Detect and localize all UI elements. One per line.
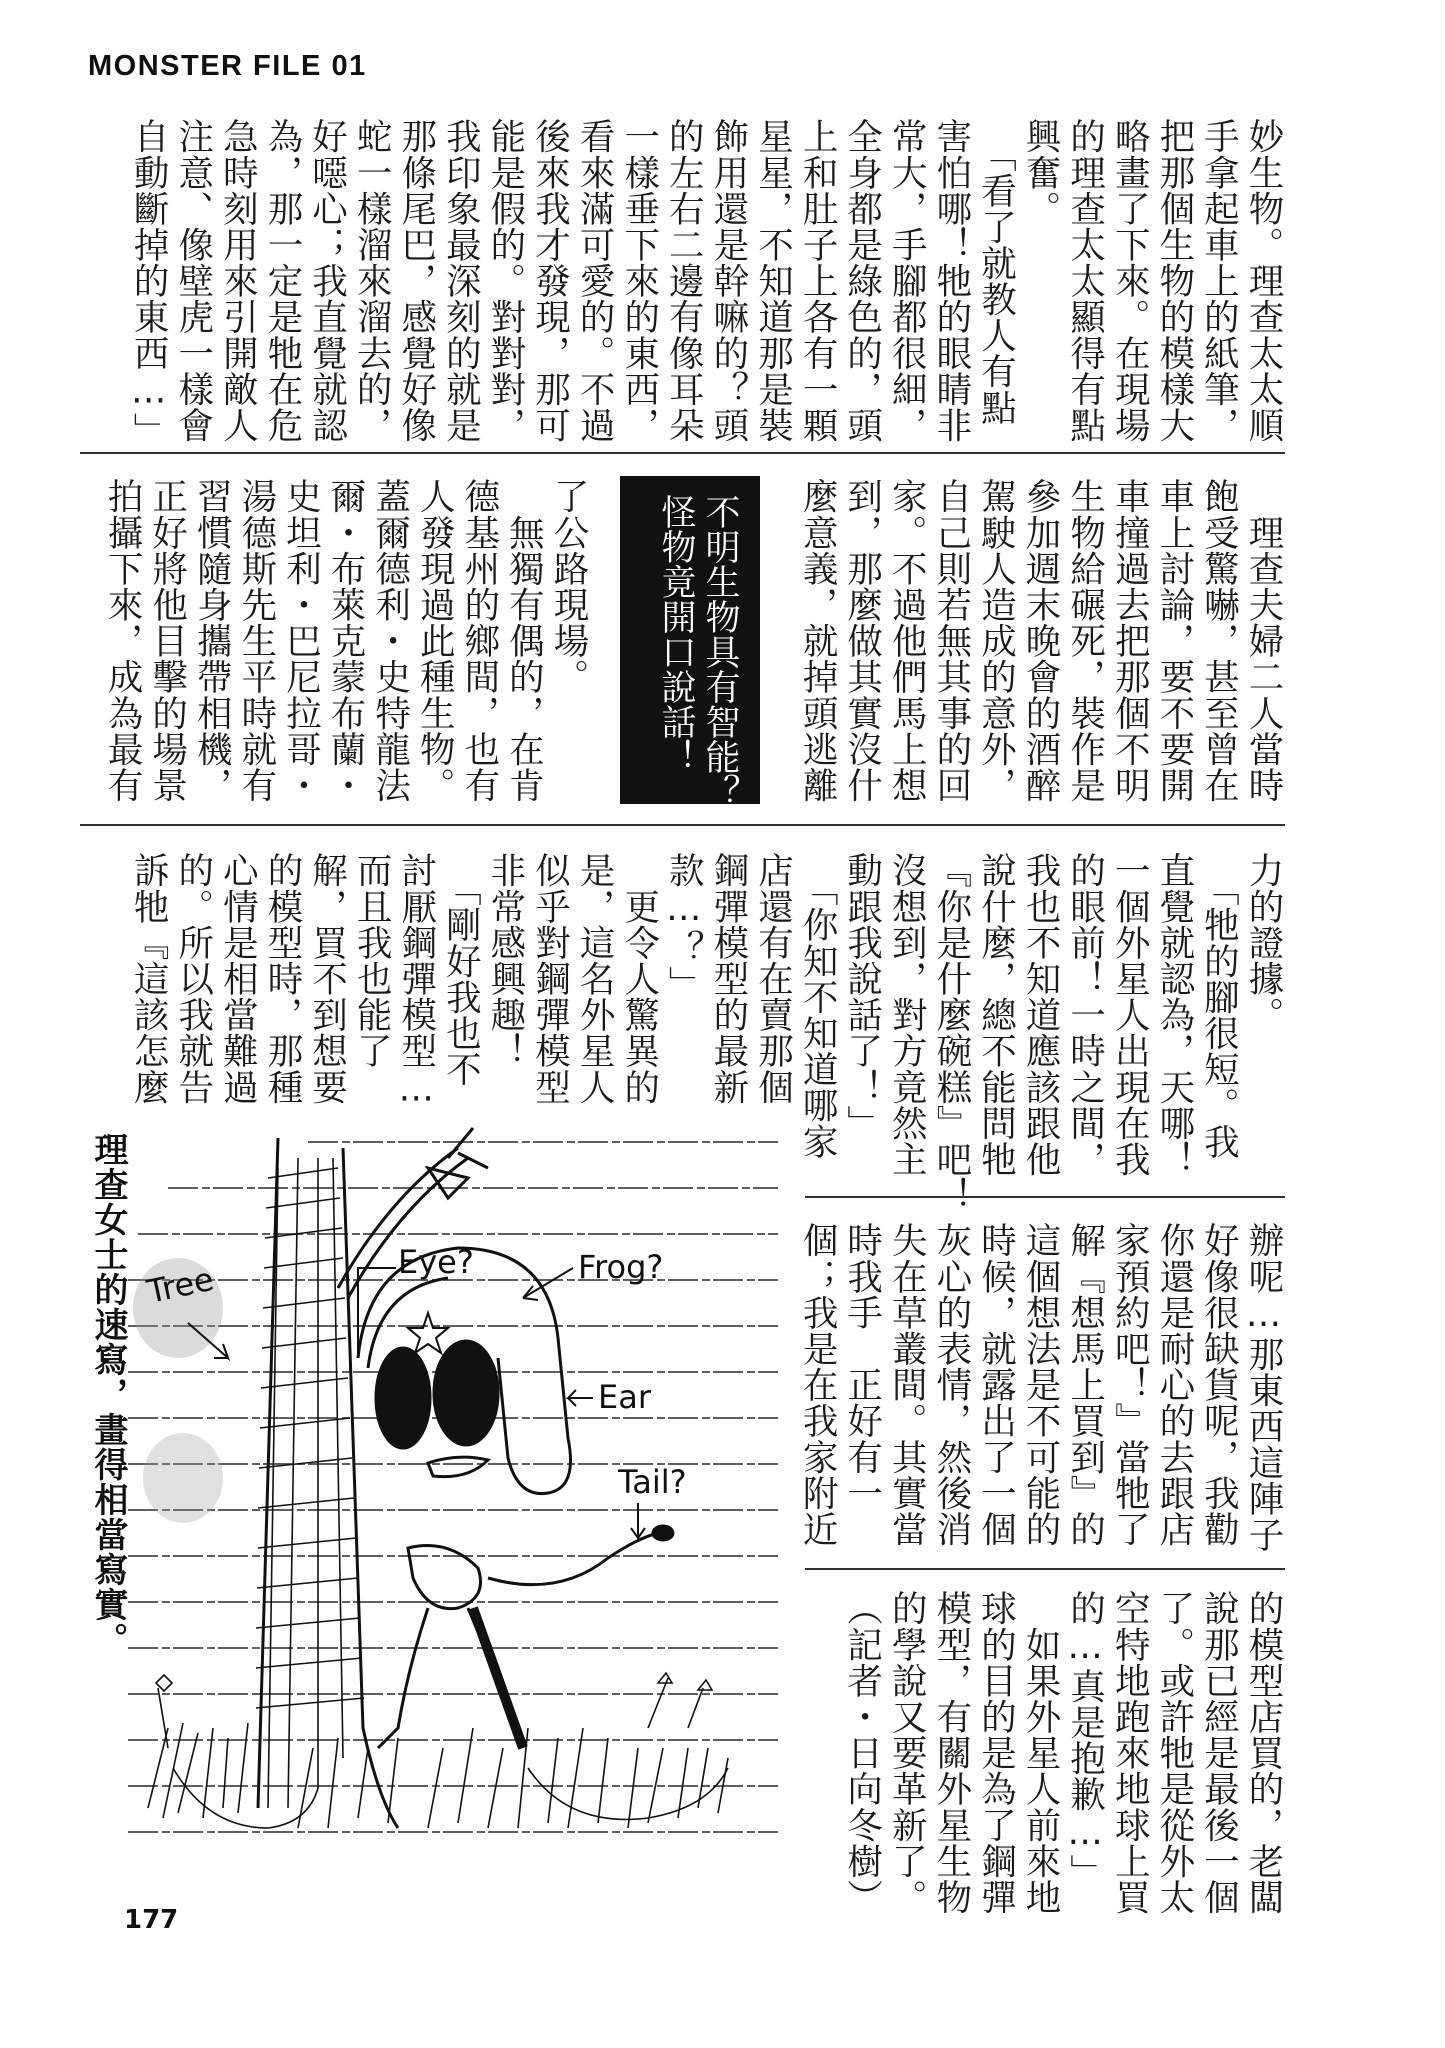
text-column: 「牠的腳很短。我 xyxy=(1198,852,1240,1160)
text-column: 「你知不知道哪家 xyxy=(797,852,839,1160)
text-column: 把那個生物的模樣大 xyxy=(1153,118,1195,443)
text-column: 的。所以我就告 xyxy=(172,852,214,1105)
text-column: 德基州的鄉間，也有 xyxy=(458,478,500,803)
text-column: 我印象最深刻的就是 xyxy=(440,118,482,443)
creature-sketch-illustration xyxy=(128,1108,788,1988)
text-column: 看來滿可愛的。不過 xyxy=(574,118,616,443)
text-column: 一個外星人出現在我 xyxy=(1109,852,1151,1177)
text-column: 這個想法是不可能的 xyxy=(1020,1222,1062,1547)
text-column: 我也不知道應該跟他 xyxy=(1020,852,1062,1177)
text-column: 理查夫婦二人當時 xyxy=(1243,478,1284,803)
section-divider-2 xyxy=(80,824,1285,826)
text-column: 的眼前！一時之間， xyxy=(1064,852,1106,1177)
text-column: 蓋爾德利・史特龍法 xyxy=(369,478,411,803)
text-column: 心情是相當難過 xyxy=(217,852,259,1105)
text-column: 說什麼，總不能問牠 xyxy=(975,852,1017,1177)
text-column: 爾・布萊克蒙布蘭・ xyxy=(325,478,367,803)
text-column: 麼意義，就掉頭逃離 xyxy=(797,478,839,803)
text-column: 能是假的。對對對， xyxy=(484,118,526,443)
text-column: 蛇一樣溜來溜去的， xyxy=(351,118,393,443)
text-column: 的理查太太顯得有點 xyxy=(1064,118,1106,443)
text-column: 時我手 正好有一 xyxy=(841,1222,883,1511)
text-column: 如果外星人前來地 xyxy=(1020,1590,1062,1915)
text-column: 家預約吧！』當牠了 xyxy=(1109,1222,1151,1547)
label-frog: Frog? xyxy=(578,1248,664,1286)
text-column: 車撞過去把那個不明 xyxy=(1109,478,1151,803)
text-column: 款…？」 xyxy=(663,852,705,1002)
section3-text-bottom xyxy=(839,1590,1285,1920)
text-column: 全身都是綠色的，頭 xyxy=(841,118,883,443)
text-column: 上和肚子上各有一顆 xyxy=(797,118,839,443)
text-column: 手拿起車上的紙筆， xyxy=(1198,118,1240,443)
text-column: 說那已經是最後一個 xyxy=(1198,1590,1240,1915)
text-column: 解『想馬上買到』的 xyxy=(1064,1222,1106,1547)
text-column: 後來我才發現，那可 xyxy=(529,118,571,443)
text-column: 參加週末晚會的酒醉 xyxy=(1020,478,1062,803)
text-column: 球的目的是為了鋼彈 xyxy=(975,1590,1017,1915)
text-column: 討厭鋼彈模型… xyxy=(395,852,437,1111)
text-column: 你還是耐心的去跟店 xyxy=(1153,1222,1195,1547)
label-tail: Tail? xyxy=(618,1463,687,1501)
text-column: 「剛好我也不 xyxy=(440,852,482,1087)
text-column: 略畫了下來。在現場 xyxy=(1109,118,1151,443)
text-column: 常大，手腳都很細， xyxy=(886,118,928,443)
text-column: （記者・日向冬樹） xyxy=(841,1590,883,1915)
text-column: 飾用還是幹嘛的？頭 xyxy=(707,118,749,443)
section1-text xyxy=(126,118,1285,448)
text-column: 非常感興趣！ xyxy=(484,852,526,1069)
text-column: 的左右二邊有像耳朵 xyxy=(663,118,705,443)
text-column: 生物給碾死，裝作是 xyxy=(1064,478,1106,803)
text-column: 為，那一定是牠在危 xyxy=(261,118,303,443)
arrow-icon xyxy=(568,1390,593,1406)
text-column: 家。不過他們馬上想 xyxy=(886,478,928,803)
label-ear: Ear xyxy=(598,1378,651,1416)
text-column: 注意、像壁虎一樣會 xyxy=(172,118,214,443)
text-column: 「看了就教人有點 xyxy=(975,118,1017,426)
section-divider-4 xyxy=(805,1568,1285,1570)
text-column: 自動斷掉的東西…」 xyxy=(128,118,170,449)
text-column: 一樣垂下來的東西， xyxy=(618,118,660,443)
text-column: 店還有在賣那個 xyxy=(752,852,794,1105)
section-divider-3 xyxy=(805,1196,1285,1198)
text-column: 灰心的表情，然後消 xyxy=(930,1222,972,1547)
text-column: 無獨有偶的，在肯 xyxy=(503,478,545,803)
text-column: 駕駛人造成的意外， xyxy=(975,478,1017,803)
text-column: 妙生物。理查太太順 xyxy=(1243,118,1284,443)
text-column: 時候，就露出了一個 xyxy=(975,1222,1017,1547)
text-column: 更令人驚異的 xyxy=(618,852,660,1105)
text-column: 的模型時，那種 xyxy=(261,852,303,1105)
text-column: 了公路現場。 xyxy=(548,478,589,695)
text-column: 怪物竟開口說話！ xyxy=(656,494,696,774)
pull-quote-text xyxy=(654,494,742,809)
arrow-icon xyxy=(358,1268,396,1358)
text-column: 而且我也能了 xyxy=(351,852,393,1069)
text-column: 飽受驚嚇，甚至曾在 xyxy=(1198,478,1240,803)
text-column: 力的證據。 xyxy=(1243,852,1284,1033)
text-column: 似乎對鋼彈模型 xyxy=(529,852,571,1105)
section3-text-middle xyxy=(794,1222,1285,1552)
text-column: 急時刻用來引開敵人 xyxy=(217,118,259,443)
arrow-icon xyxy=(631,1503,645,1538)
section2-text-left xyxy=(99,478,590,808)
text-column: 空特地跑來地球上買 xyxy=(1109,1590,1151,1915)
text-column: 拍攝下來，成為最有 xyxy=(102,478,144,803)
text-column: 失在草叢間。其實當 xyxy=(886,1222,928,1547)
text-column: 星星，不知道那是裝 xyxy=(752,118,794,443)
text-column: 那條尾巴，感覺好像 xyxy=(395,118,437,443)
text-column: 史坦利・巴尼拉哥・ xyxy=(280,478,322,803)
text-column: 害怕哪！牠的眼睛非 xyxy=(930,118,972,443)
text-column: 正好將他目擊的場景 xyxy=(146,478,188,803)
text-column: 解，買不到想要 xyxy=(306,852,348,1105)
text-column: 的模型店買的，老闆 xyxy=(1243,1590,1284,1915)
text-column: 訴牠『這該怎麼 xyxy=(128,852,170,1105)
section2-text-right xyxy=(794,478,1285,808)
text-column: 了。或許牠是從外太 xyxy=(1153,1590,1195,1915)
text-column: 動跟我說話了！」 xyxy=(841,852,883,1141)
text-column: 興奮。 xyxy=(1020,118,1062,227)
text-column: 人發現過此種生物。 xyxy=(414,478,456,803)
sketch-caption: 理查女士的速寫，畫得相當寫實。 xyxy=(88,1132,128,1657)
text-column: 的學說又要革新了。 xyxy=(886,1590,928,1915)
text-column: 自己則若無其事的回 xyxy=(930,478,972,803)
text-column: 是，這名外星人 xyxy=(574,852,616,1105)
text-column: 好噁心；我直覺就認 xyxy=(306,118,348,443)
label-eye: Eye? xyxy=(398,1243,474,1281)
label-tree: Tree xyxy=(143,1259,217,1311)
running-header: MONSTER FILE 01 xyxy=(88,50,367,82)
text-column: 到，那麼做其實沒什 xyxy=(841,478,883,803)
text-column: 『你是什麼碗糕』吧！ xyxy=(930,852,972,1213)
text-column: 沒想到，對方竟然主 xyxy=(886,852,928,1177)
text-column: 習慣隨身攜帶相機， xyxy=(191,478,233,803)
pull-quote-box xyxy=(620,476,760,809)
text-column: 鋼彈模型的最新 xyxy=(707,852,749,1105)
text-column: 好像很缺貨呢，我勸 xyxy=(1198,1222,1240,1547)
grass-drawing xyxy=(148,1673,728,1828)
text-column: 個；我是在我家附近 xyxy=(797,1222,839,1547)
text-column: 不明生物具有智能？ xyxy=(700,494,740,809)
text-column: 車上討論，要不要開 xyxy=(1153,478,1195,803)
page-number: 177 xyxy=(124,1905,179,1935)
text-column: 辦呢…那東西這陣子 xyxy=(1243,1222,1284,1553)
text-column: 的…真是抱歉…」 xyxy=(1064,1590,1106,1890)
section-divider-1 xyxy=(80,452,1285,454)
text-column: 模型，有關外星生物 xyxy=(930,1590,972,1915)
text-column: 湯德斯先生平時就有 xyxy=(235,478,277,803)
text-column: 直覺就認為，天哪！ xyxy=(1153,852,1195,1177)
